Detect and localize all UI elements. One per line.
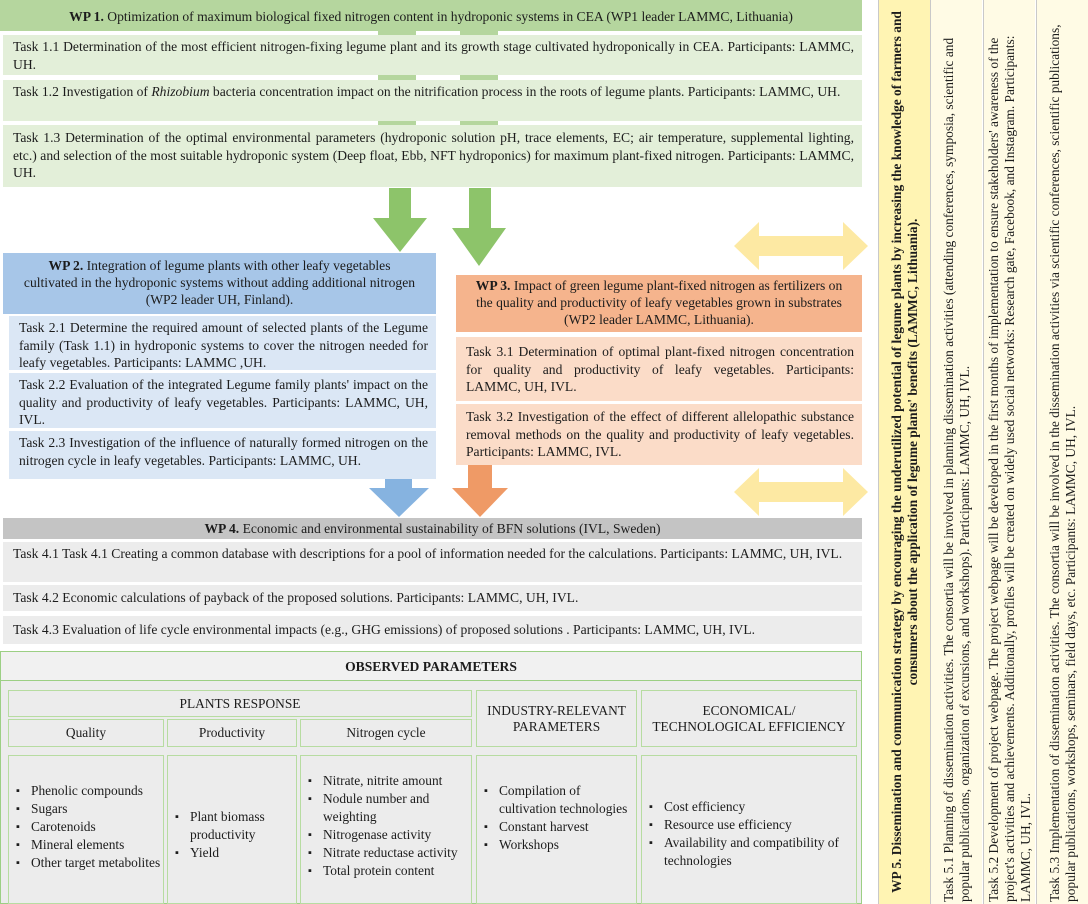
wp4-task-4-3-text: Task 4.3 Evaluation of life cycle environmental impacts (e.g., GHG emissions) of proposed solutions . Participants: LAMMC, UH, IVL.	[13, 622, 756, 637]
observed-parameters-title: OBSERVED PARAMETERS	[1, 652, 861, 681]
wp4-task-4-2-text: Task 4.2 Economic calculations of payback of the proposed solutions. Participants: LAMMC, UH, IVL.	[13, 590, 579, 605]
productivity-header	[167, 719, 297, 747]
list-item: ▪ Cost efficiency	[642, 798, 856, 816]
quality-label: Quality	[65, 725, 107, 740]
wp5-task-5-1-text: Task 5.1 Planning of dissemination activities. The consortia will be involved in planning dissemination activities (attending conferences, symposia, scientific and popular publications, organization of excursions, and workshops). Participants: LAMMC, UH, IVL.	[940, 37, 972, 902]
wp1-task-1-2-post: bacteria concentration impact on the nitrification process in the roots of legume plants. Participants: LAMMC, UH.	[209, 84, 841, 99]
economical-header	[641, 690, 857, 747]
economical-list-cell	[641, 755, 857, 904]
connector-bar	[378, 75, 416, 80]
productivity-list	[168, 808, 296, 862]
wp4-header	[3, 518, 862, 539]
list-item: ▪ Sugars	[9, 800, 163, 818]
wp5-title: Dissemination and communication strategy by encouraging the underutilized potential of legume plants by increasing the knowledge of farmers and consumers about the application of legume plants' benefits (LAMMC, Lithuania).	[888, 11, 920, 859]
list-item: ▪ Phenolic compounds	[9, 782, 163, 800]
industry-header	[476, 690, 637, 747]
list-item: ▪ Constant harvest	[477, 818, 636, 836]
quality-list-cell	[8, 755, 164, 904]
wp5-task-5-3-column	[1036, 0, 1088, 904]
connector-bar	[460, 75, 498, 80]
green-arrow-down-icon	[373, 188, 427, 252]
wp3-task-3-1-text: Task 3.1 Determination of optimal plant-fixed nitrogen concentration for quality and productivity of leafy vegetables. Participants: LAMMC, UH, IVL.	[466, 344, 854, 394]
wp3-title: Impact of green legume plant-fixed nitrogen as fertilizers on the quality and productivity of leafy vegetables grown in substrates (WP2 leader LAMMC, Lithuania).	[476, 278, 843, 327]
list-item: ▪ Total protein content	[301, 862, 471, 880]
quality-list	[9, 782, 163, 872]
wp2-title: Integration of legume plants with other leafy vegetables cultivated in the hydroponic systems without adding additional nitrogen (WP2 leader UH, Finland).	[23, 258, 416, 307]
list-item: ▪ Availability and compatibility of technologies	[642, 834, 856, 870]
connector-bar	[378, 31, 416, 35]
wp2-task-2-1-text: Task 2.1 Determine the required amount of selected plants of the Legume family (Task 1.1) in hydroponic systems to cover the nitrogen needed for leafy vegetables. Participants: LAMMC ,UH.	[19, 320, 428, 370]
plants-response-header	[8, 690, 472, 717]
green-arrow-down-icon	[452, 188, 506, 266]
wp5-task-5-2-text: Task 5.2 Development of project webpage. The project webpage will be developed in the first months of implementation to ensure stakeholders' awareness of the project's activities and achievements. Additionally, profiles will be created on widely used social networks: Research gate, Facebook, and Instagram. Participants: LAMMC, UH, IVL.	[985, 35, 1033, 902]
wp2-task-2-3	[9, 431, 436, 479]
wp1-title: Optimization of maximum biological fixed nitrogen content in hydroponic systems in CEA (WP1 leader LAMMC, Lithuania)	[103, 9, 793, 24]
wp4-task-4-2	[3, 585, 862, 611]
list-item: ▪ Resource use efficiency	[642, 816, 856, 834]
wp4-title: Economic and environmental sustainability of BFN solutions (IVL, Sweden)	[239, 521, 661, 536]
wp5-header-column	[878, 0, 930, 904]
list-item: ▪ Mineral elements	[9, 836, 163, 854]
yellow-double-arrow-icon	[734, 222, 868, 270]
list-item: ▪ Nodule number and weighting	[301, 790, 471, 826]
wp3-task-3-2-text: Task 3.2 Investigation of the effect of different allelopathic substance removal methods on the quality and productivity of leafy vegetables. Participants: LAMMC, IVL.	[466, 409, 854, 459]
wp3-title-bold: WP 3.	[475, 278, 511, 293]
wp1-task-1-2-pre: Task 1.2 Investigation of	[13, 84, 152, 99]
list-item: ▪ Nitrate reductase activity	[301, 844, 471, 862]
industry-list	[477, 782, 636, 854]
wp1-task-1-3-text: Task 1.3 Determination of the optimal environmental parameters (hydroponic solution pH, trace elements, EC; air temperature, supplemental lighting, etc.) and selection of the most suitable hydroponic system (Deep float, Ebb, NFT hydroponics) for maximum plant-fixed nitrogen. Participants: LAMMC, UH.	[13, 130, 854, 180]
wp4-title-bold: WP 4.	[204, 521, 240, 536]
nitrogen-cycle-header	[300, 719, 472, 747]
yellow-double-arrow-icon	[734, 468, 868, 516]
productivity-label: Productivity	[198, 725, 266, 740]
list-item: ▪ Nitrogenase activity	[301, 826, 471, 844]
wp4-task-4-1	[3, 542, 862, 582]
connector-bar	[460, 31, 498, 35]
wp4-task-4-1-text: Task 4.1 Task 4.1 Creating a common database with descriptions for a pool of information needed for the calculations. Participants: LAMMC, UH, IVL.	[13, 546, 843, 561]
wp2-task-2-3-text: Task 2.3 Investigation of the influence of naturally formed nitrogen on the nitrogen cycle in leafy vegetables. Participants: LAMMC, UH.	[19, 435, 428, 468]
industry-label: INDUSTRY-RELEVANT PARAMETERS	[487, 702, 626, 734]
orange-arrow-down-icon	[452, 465, 508, 517]
wp5-title-bold: WP 5.	[888, 858, 904, 893]
wp2-task-2-2	[9, 373, 436, 428]
nitrogen-cycle-label: Nitrogen cycle	[346, 725, 426, 740]
list-item: ▪ Workshops	[477, 836, 636, 854]
connector-bar	[378, 121, 416, 125]
wp1-task-1-1-text: Task 1.1 Determination of the most efficient nitrogen-fixing legume plant and its growth stage cultivated hydroponically in CEA. Participants: LAMMC, UH.	[13, 39, 854, 72]
wp3-task-3-1	[456, 337, 862, 401]
list-item: ▪ Other target metabolites	[9, 854, 163, 872]
industry-list-cell	[476, 755, 637, 904]
wp5-title-text	[889, 2, 921, 902]
wp1-task-1-2-italic: Rhizobium	[151, 84, 210, 99]
list-item: ▪ Compilation of cultivation technologies	[477, 782, 636, 818]
productivity-list-cell	[167, 755, 297, 904]
wp2-task-2-2-text: Task 2.2 Evaluation of the integrated Legume family plants' impact on the quality and productivity of leafy vegetables. Participants: LAMMC, UH, IVL.	[19, 377, 428, 427]
list-item: ▪ Yield	[168, 844, 296, 862]
wp5-task-5-1-column	[930, 0, 982, 904]
wp3-header	[456, 275, 862, 332]
economical-list	[642, 798, 856, 870]
economical-label: ECONOMICAL/ TECHNOLOGICAL EFFICIENCY	[652, 702, 846, 734]
list-item: ▪ Carotenoids	[9, 818, 163, 836]
list-item: ▪ Nitrate, nitrite amount	[301, 772, 471, 790]
quality-header	[8, 719, 164, 747]
list-item: ▪ Plant biomass productivity	[168, 808, 296, 844]
wp1-title-bold: WP 1.	[69, 9, 104, 24]
wp2-header	[3, 253, 436, 314]
wp4-task-4-3	[3, 616, 862, 644]
plants-response-label: PLANTS RESPONSE	[179, 695, 301, 711]
nitrogen-list-cell	[300, 755, 472, 904]
wp2-title-bold: WP 2.	[48, 258, 84, 273]
nitrogen-list	[301, 772, 471, 880]
wp5-task-5-3-text: Task 5.3 Implementation of dissemination activities. The consortia will be involved in the dissemination activities via scientific conferences, scientific publications, popular publications, workshops, seminars, field days, etc. Participants: LAMMC, UH, IVL.	[1046, 24, 1078, 902]
wp2-task-2-1	[9, 316, 436, 370]
connector-bar	[460, 121, 498, 125]
blue-arrow-down-icon	[369, 478, 429, 517]
wp3-task-3-2	[456, 404, 862, 465]
wp5-task-5-2-column	[983, 0, 1035, 904]
